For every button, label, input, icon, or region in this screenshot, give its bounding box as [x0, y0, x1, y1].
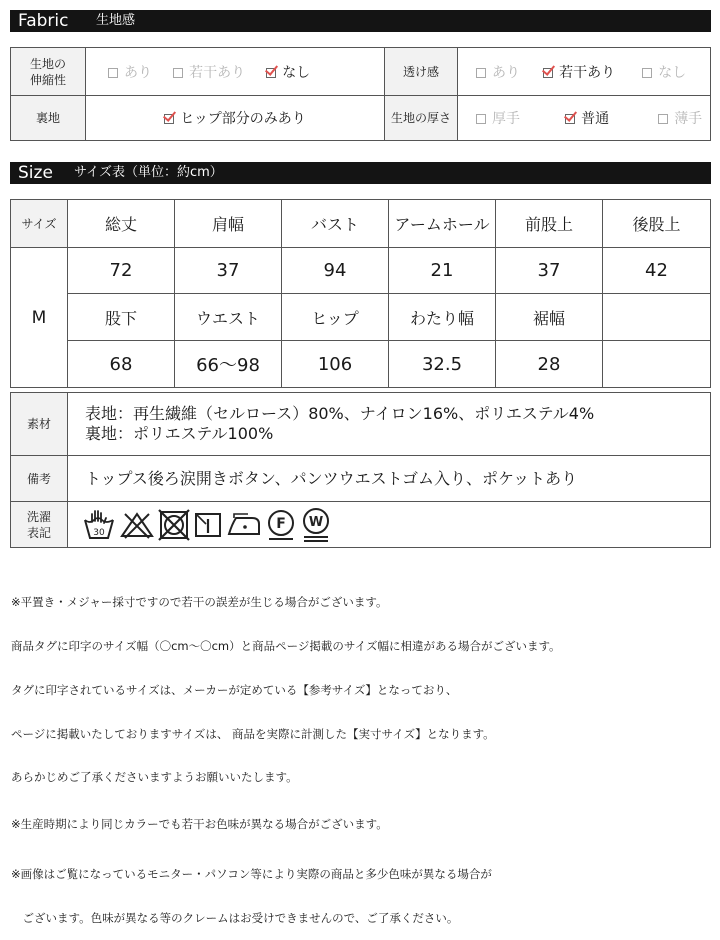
fabric-title-en: Fabric: [18, 11, 69, 31]
note-line: あらかじめご了承くださいますようお願いいたします。: [11, 770, 298, 785]
wet-clean-letter: W: [308, 514, 324, 530]
option-label: ヒップ部分のみあり: [180, 111, 306, 127]
checked-checkbox-icon: [543, 68, 553, 78]
stretch-label-line1: 生地の: [29, 56, 66, 71]
size-value-cell: 32.5: [389, 341, 496, 388]
note-line: ページに掲載いたしておりますサイズは、 商品を実際に計測した【実寸サイズ】となります。: [11, 726, 495, 741]
care-symbols: [68, 502, 711, 548]
size-title-jp: サイズ表（単位：約cm）: [74, 165, 223, 180]
thickness-option-normal[interactable]: [565, 111, 609, 127]
size-value-cell: 42: [603, 248, 711, 294]
option-label: あり: [124, 64, 152, 81]
lining-label: 裏地: [11, 96, 86, 141]
size-header: [10, 162, 711, 184]
size-header-cell: 肩幅: [175, 200, 282, 248]
size-value-cell: 94: [282, 248, 389, 294]
material-text: [68, 393, 711, 456]
lining-options: [86, 96, 385, 141]
size-value-cell: 66〜98: [175, 341, 282, 388]
note-line: ございます。色味が異なる等のクレームはお受けできませんので、ご了承ください。: [11, 910, 459, 925]
option-label: 普通: [581, 111, 610, 127]
option-label: 若干あり: [559, 64, 616, 81]
checkbox-icon: [476, 114, 486, 124]
size-table: [10, 199, 711, 388]
size-header-cell: 裾幅: [496, 294, 603, 341]
size-corner-label: サイズ: [11, 200, 68, 248]
material-outer: 表地：再生繊維（セルロース）80%、ナイロン16%、ポリエステル4%: [85, 404, 595, 423]
option-label: あり: [492, 64, 520, 81]
size-header-cell: ヒップ: [282, 294, 389, 341]
size-value-cell: 72: [68, 248, 175, 294]
checked-checkbox-icon: [164, 114, 174, 124]
lining-option-hip-only[interactable]: [164, 111, 306, 127]
size-header-cell: 股下: [68, 294, 175, 341]
hand-wash-icon: [82, 508, 116, 542]
stretch-option-ari[interactable]: [108, 65, 152, 81]
checkbox-icon: [476, 68, 486, 78]
checkbox-icon: [173, 68, 183, 78]
size-header-cell: [603, 294, 711, 341]
size-header-cell: アームホール: [389, 200, 496, 248]
sheer-label: 透け感: [385, 48, 458, 96]
size-title-en: Size: [18, 163, 53, 183]
thickness-options: [458, 96, 711, 141]
size-header-cell: バスト: [282, 200, 389, 248]
size-value-cell: [603, 341, 711, 388]
size-name: M: [11, 248, 68, 388]
stretch-option-none[interactable]: [266, 65, 310, 81]
thickness-option-thin[interactable]: [658, 111, 702, 127]
stretch-label-line2: 伸縮性: [29, 72, 66, 87]
checkbox-icon: [108, 68, 118, 78]
checked-checkbox-icon: [266, 68, 276, 78]
thickness-label: 生地の厚さ: [385, 96, 458, 141]
option-label: 薄手: [674, 111, 703, 127]
care-label-line2: 表記: [26, 525, 51, 540]
size-header-cell: 前股上: [496, 200, 603, 248]
note-line: ※平置き・メジャー採寸ですので若干の誤差が生じる場合がございます。: [11, 595, 388, 610]
note-line: ※画像はご覧になっているモニター・パソコン等により実際の商品と多少色味が異なる場合が: [11, 866, 492, 881]
size-value-cell: 28: [496, 341, 603, 388]
option-label: なし: [282, 64, 311, 81]
size-header-cell: 総丈: [68, 200, 175, 248]
size-value-cell: 37: [175, 248, 282, 294]
dry-clean-f-icon: [265, 508, 297, 542]
size-header-cell: 後股上: [603, 200, 711, 248]
dry-clean-letter: F: [276, 515, 286, 532]
no-bleach-icon: [119, 510, 155, 540]
sheer-option-slight[interactable]: [543, 65, 615, 81]
sheer-option-ari[interactable]: [476, 65, 520, 81]
checkbox-icon: [642, 68, 652, 78]
note-line: タグに印字されているサイズは、メーカーが定めている【参考サイズ】となっており、: [11, 682, 458, 697]
sheer-option-none[interactable]: [642, 65, 686, 81]
care-temperature: 30: [93, 527, 105, 538]
notes: [11, 566, 561, 940]
size-header-cell: わたり幅: [389, 294, 496, 341]
care-label-line1: 洗濯: [26, 509, 51, 524]
stretch-option-slight[interactable]: [173, 65, 245, 81]
note-line: 商品タグに印字のサイズ幅（〇cm〜〇cm）と商品ページ掲載のサイズ幅に相違がある場合がございます。: [11, 638, 561, 653]
size-header-cell: ウエスト: [175, 294, 282, 341]
checkbox-icon: [658, 114, 668, 124]
info-table: [10, 392, 711, 548]
option-label: 厚手: [492, 111, 520, 127]
option-label: 若干あり: [189, 64, 246, 81]
iron-low-icon: [226, 510, 262, 540]
size-value-cell: 68: [68, 341, 175, 388]
size-value-cell: 21: [389, 248, 496, 294]
wet-clean-w-icon: [300, 507, 332, 543]
care-label: [11, 502, 68, 548]
remarks-text: トップス後ろ涙開きボタン、パンツウエストゴム入り、ポケットあり: [68, 456, 711, 502]
option-label: なし: [658, 64, 687, 81]
remarks-label: 備考: [11, 456, 68, 502]
fabric-table: [10, 47, 711, 141]
no-tumble-dry-icon: [158, 509, 190, 541]
checked-checkbox-icon: [565, 114, 575, 124]
thickness-option-thick[interactable]: [476, 111, 520, 127]
material-label: 素材: [11, 393, 68, 456]
size-value-cell: 106: [282, 341, 389, 388]
line-dry-shade-icon: [193, 510, 223, 540]
size-value-cell: 37: [496, 248, 603, 294]
sheer-options: [458, 48, 711, 96]
fabric-header: [10, 10, 711, 32]
fabric-title-jp: 生地感: [96, 13, 136, 28]
material-lining: 裏地：ポリエステル100%: [85, 424, 274, 443]
stretch-label: [11, 48, 86, 96]
note-line: ※生産時期により同じカラーでも若干お色味が異なる場合がございます。: [11, 817, 388, 832]
stretch-options: [86, 48, 385, 96]
